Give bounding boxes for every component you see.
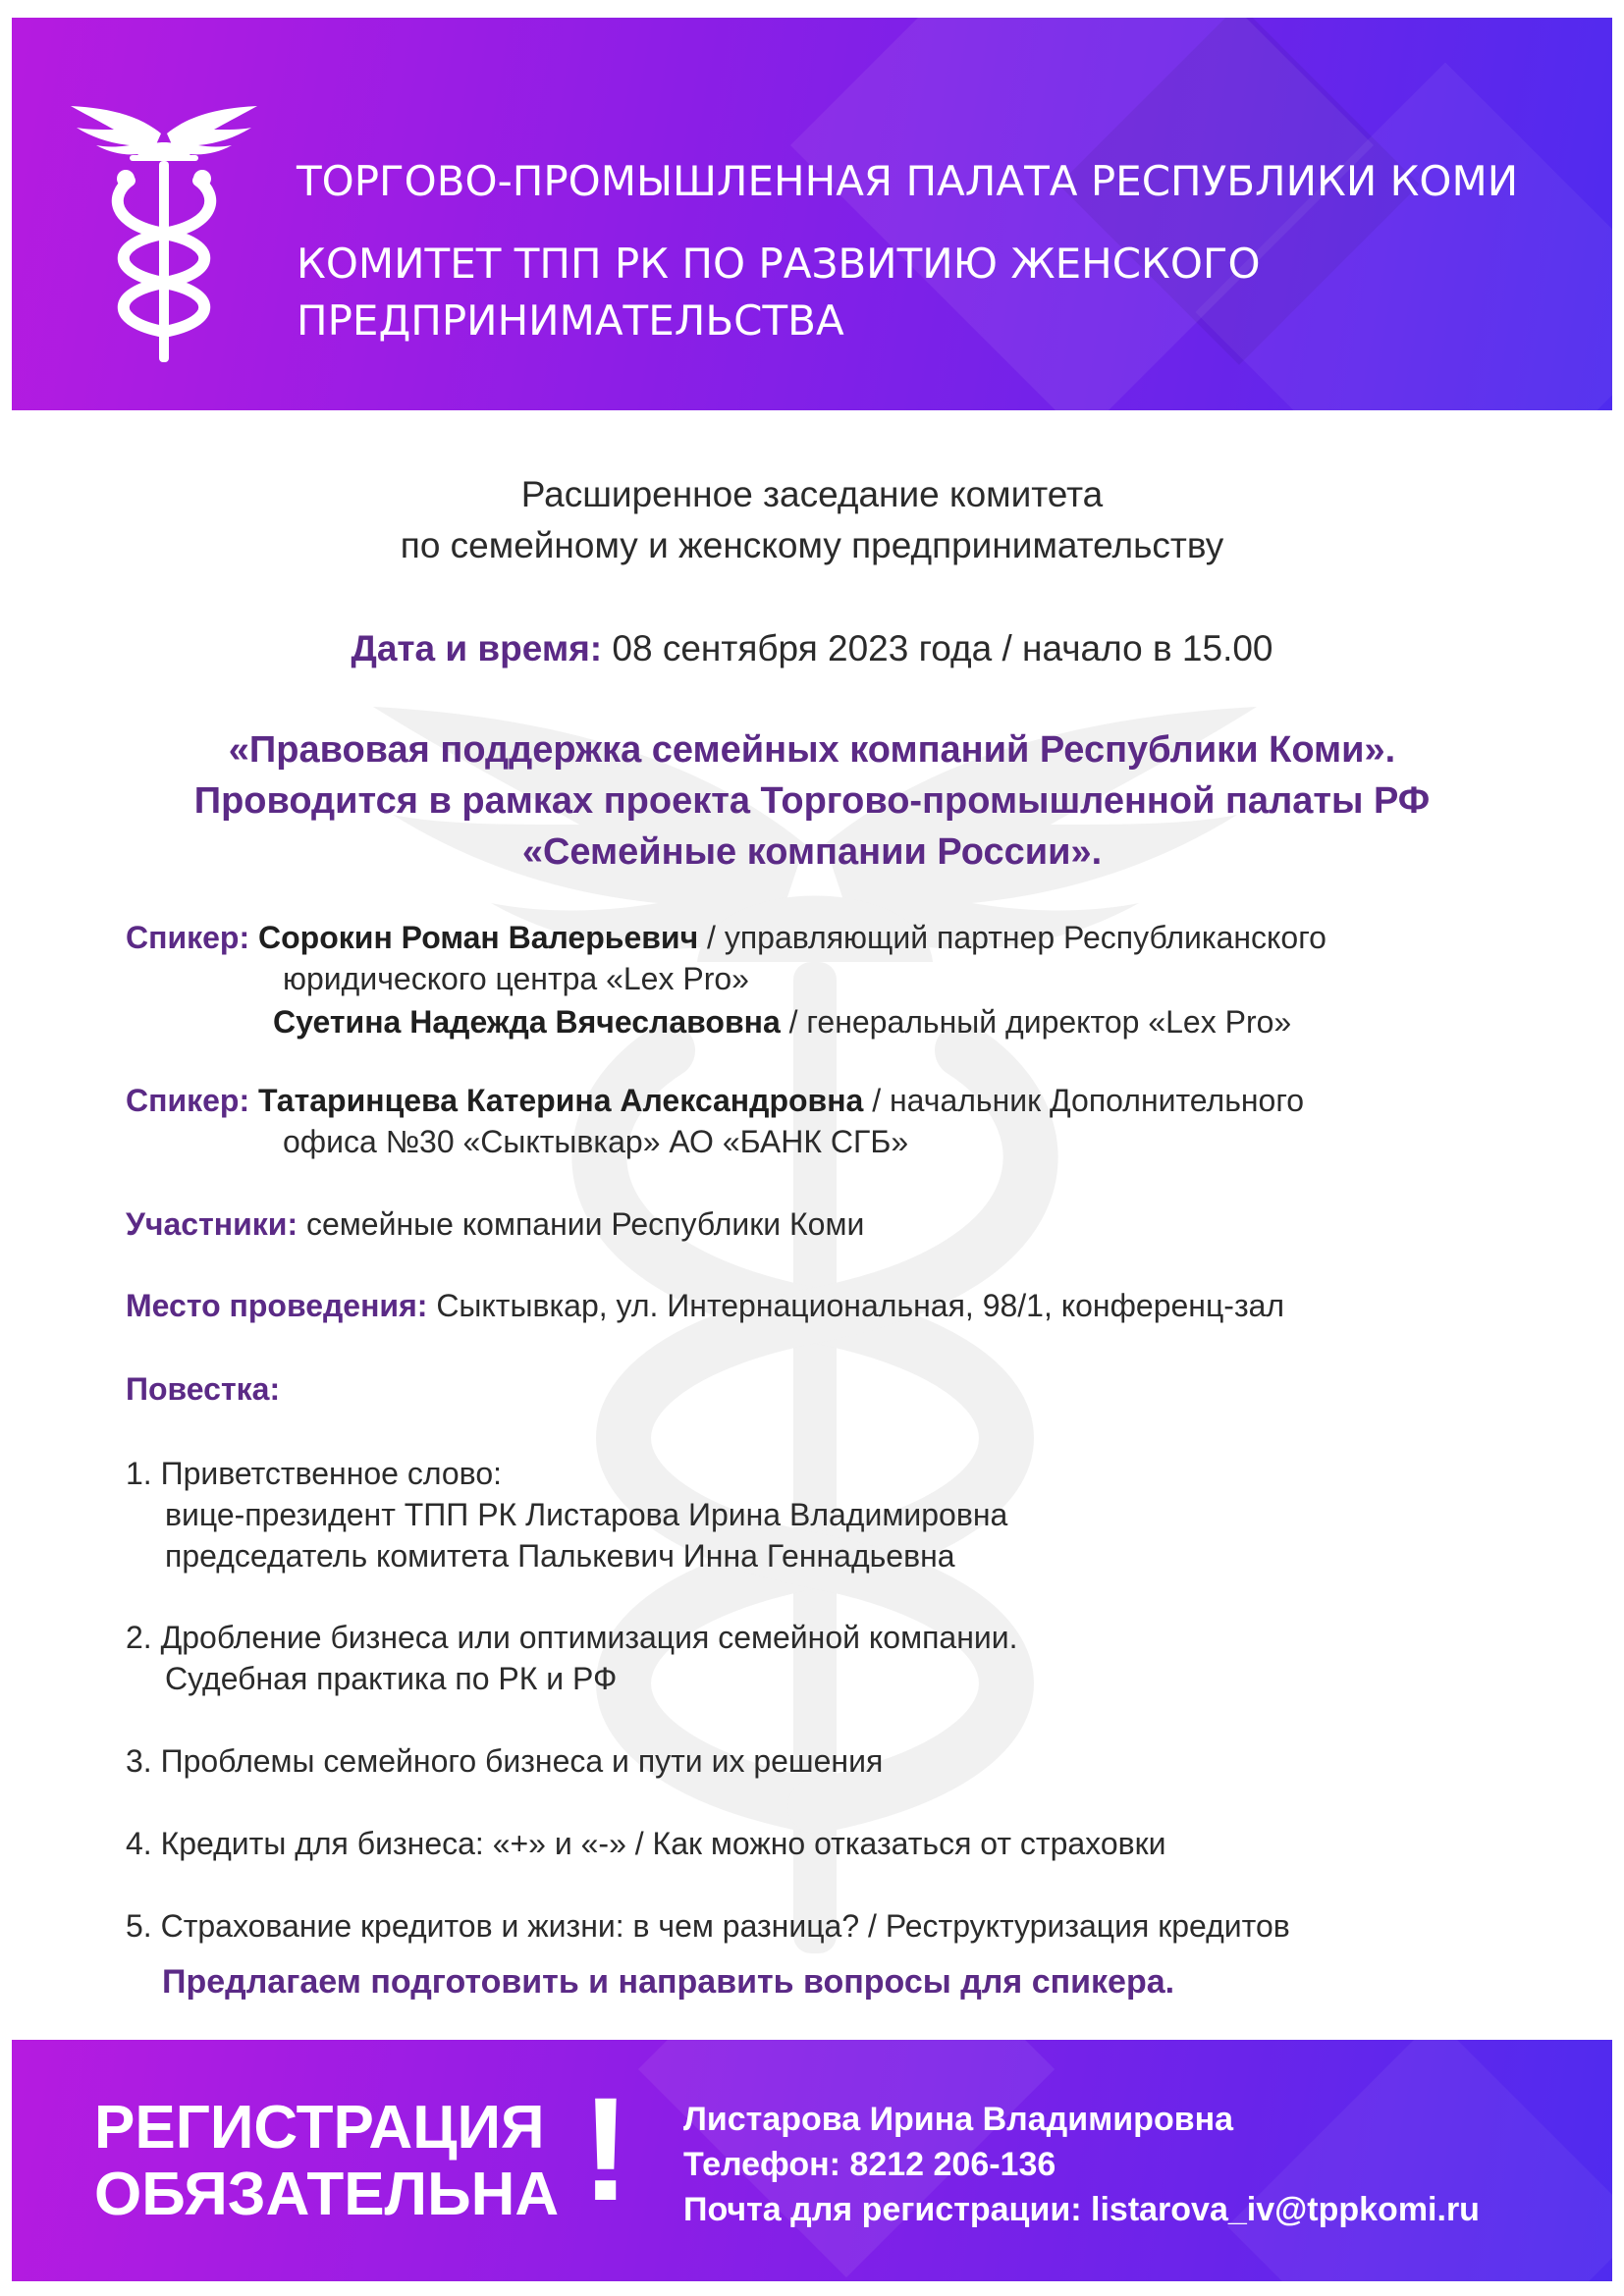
committee-name: [297, 236, 1377, 349]
contact-info: [683, 2097, 1480, 2232]
agenda-item-title: 2. Дробление бизнеса или оптимизация семейной компании.: [126, 1620, 1018, 1655]
meeting-title: [0, 469, 1624, 571]
meeting-line: по семейному и женскому предпринимательству: [400, 525, 1224, 565]
agenda-item-detail: Судебная практика по РК и РФ: [165, 1661, 618, 1696]
topic-line: Проводится в рамках проекта Торгово-промышленной палаты РФ: [193, 780, 1431, 822]
agenda-item: [126, 1453, 1579, 1576]
agenda-item: [126, 1905, 1579, 1947]
topic-line: «Семейные компании России».: [521, 831, 1103, 873]
agenda-item-title: 4. Кредиты для бизнеса: «+» и «-» / Как можно отказаться от страховки: [126, 1826, 1166, 1861]
committee-line: ПРЕДПРИНИМАТЕЛЬСТВА: [297, 296, 844, 345]
registration-notice: [94, 2095, 559, 2228]
venue-label: Место проведения:: [126, 1288, 428, 1323]
participants-label: Участники:: [126, 1206, 298, 1242]
speaker-role: / начальник Дополнительного: [863, 1083, 1305, 1118]
contact-phone: Телефон: 8212 206-136: [683, 2146, 1056, 2183]
speaker-role: / управляющий партнер Республиканского: [698, 920, 1326, 955]
agenda-item-title: 5. Страхование кредитов и жизни: в чем разница? / Реструктуризация кредитов: [126, 1908, 1290, 1944]
speaker-name: Татаринцева Катерина Александровна: [249, 1083, 864, 1118]
co-speaker-role: / генеральный директор «Lex Pro»: [780, 1004, 1292, 1040]
event-topic: [0, 724, 1624, 878]
registration-line: ОБЯЗАТЕЛЬНА: [94, 2161, 560, 2228]
exclamation-mark: !: [581, 2066, 630, 2231]
committee-line: КОМИТЕТ ТПП РК ПО РАЗВИТИЮ ЖЕНСКОГО: [297, 240, 1261, 288]
speaker-line: [126, 917, 1579, 958]
participants: [126, 1203, 1579, 1245]
contact-email[interactable]: Почта для регистрации: listarova_iv@tppkomi.ru: [683, 2191, 1480, 2228]
registration-line: РЕГИСТРАЦИЯ: [94, 2094, 545, 2162]
agenda-item-title: 3. Проблемы семейного бизнеса и пути их решения: [126, 1743, 884, 1779]
speaker-role-cont: юридического центра «Lex Pro»: [283, 961, 749, 996]
participants-value: семейные компании Республики Коми: [298, 1206, 865, 1242]
agenda-label: Повестка:: [126, 1371, 281, 1407]
agenda-item: [126, 1617, 1579, 1699]
agenda-item-detail: вице-президент ТПП РК Листарова Ирина Владимировна: [165, 1497, 1008, 1532]
speaker-block: [126, 1080, 1579, 1162]
speaker-label: Спикер:: [126, 920, 250, 955]
date-time-label: Дата и время:: [351, 628, 603, 668]
speaker-role-cont: офиса №30 «Сыктывкар» АО «БАНК СГБ»: [283, 1124, 909, 1159]
agenda-item-title: 1. Приветственное слово:: [126, 1456, 502, 1491]
agenda-item: [126, 1740, 1579, 1782]
date-time-value: 08 сентября 2023 года / начало в 15.00: [602, 628, 1273, 668]
contact-name: Листарова Ирина Владимировна: [683, 2101, 1234, 2138]
footer-banner: [12, 2040, 1612, 2281]
header-banner: [12, 18, 1612, 410]
org-name: ТОРГОВО-ПРОМЫШЛЕННАЯ ПАЛАТА РЕСПУБЛИКИ КОМИ: [297, 157, 1519, 205]
speaker-line: [126, 1080, 1579, 1121]
speaker-label: Спикер:: [126, 1083, 250, 1118]
questions-invite: Предлагаем подготовить и направить вопросы для спикера.: [162, 1963, 1175, 2001]
venue-value: Сыктывкар, ул. Интернациональная, 98/1, конференц-зал: [427, 1288, 1285, 1323]
meeting-line: Расширенное заседание комитета: [520, 474, 1104, 514]
agenda-item-detail: председатель комитета Палькевич Инна Геннадьевна: [165, 1538, 955, 1574]
co-speaker-line: [126, 1001, 1579, 1042]
caduceus-icon: [71, 86, 257, 366]
venue: [126, 1285, 1579, 1326]
agenda-heading: [126, 1368, 1579, 1410]
agenda-item: [126, 1823, 1579, 1864]
speaker-block: [126, 917, 1579, 1042]
date-time: [0, 628, 1624, 669]
co-speaker-name: Суетина Надежда Вячеславовна: [273, 1004, 781, 1040]
speaker-name: Сорокин Роман Валерьевич: [249, 920, 699, 955]
topic-line: «Правовая поддержка семейных компаний Республики Коми».: [228, 729, 1396, 771]
